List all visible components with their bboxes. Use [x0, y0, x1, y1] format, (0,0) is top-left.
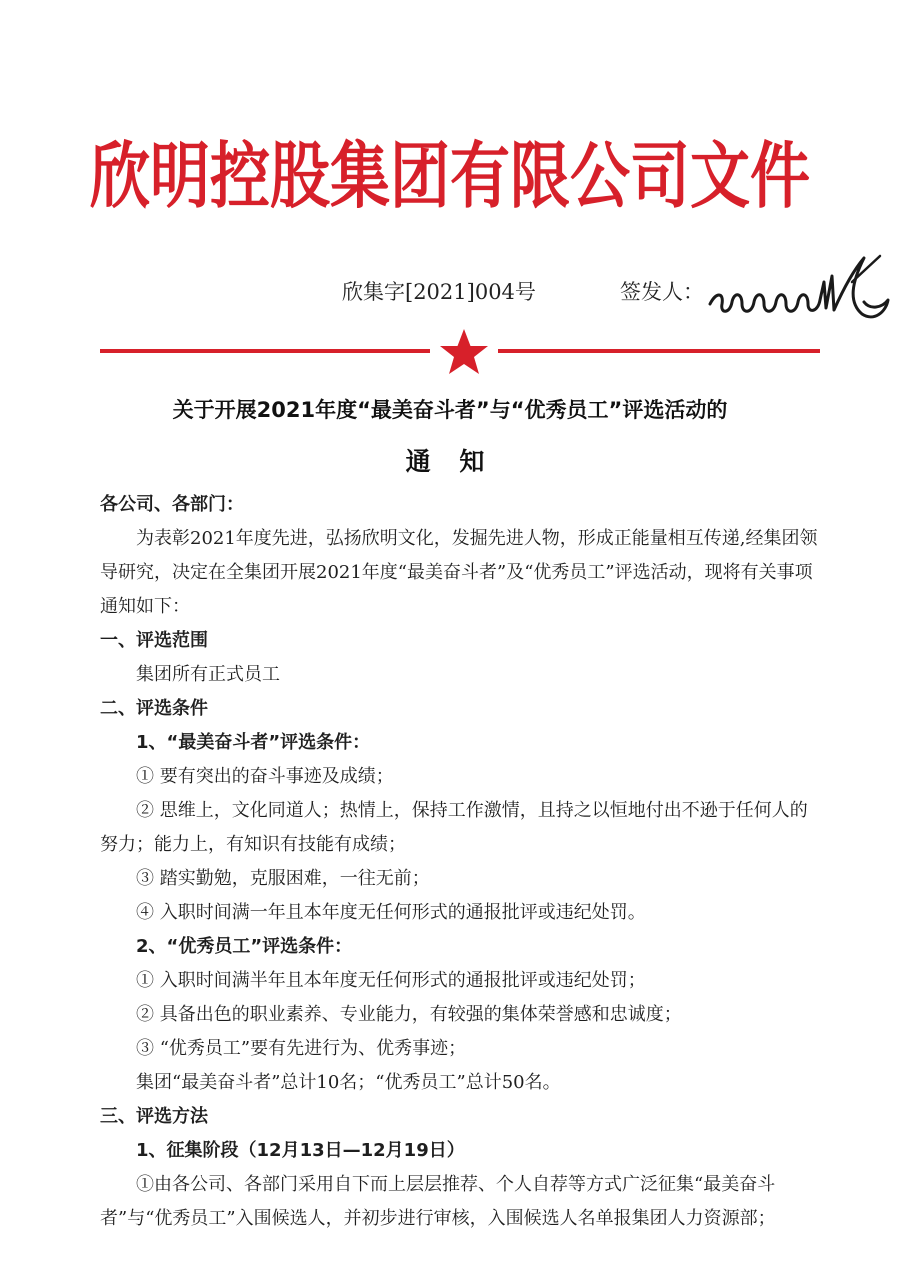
section-heading: 二、评选条件: [100, 698, 208, 719]
list-item: ①由各公司、各部门采用自下而上层层推荐、个人自荐等方式广泛征集“最美奋斗者”与“优秀员工”入围候选人，并初步进行审核，入围候选人名单报集团人力资源部；: [100, 1174, 776, 1229]
quota-text: 集团“最美奋斗者”总计10名；“优秀员工”总计50名。: [136, 1072, 561, 1093]
signer-label: 签发人：: [620, 280, 704, 304]
list-item: ③ 踏实勤勉，克服困难，一往无前；: [136, 868, 430, 889]
red-divider-right: [498, 349, 820, 353]
subsection-heading: 1、“最美奋斗者”评选条件：: [136, 732, 371, 753]
subsection-heading: 2、“优秀员工”评选条件：: [136, 936, 353, 957]
red-star-icon: [437, 327, 491, 377]
red-divider-left: [100, 349, 430, 353]
document-number: 欣集字[2021]004号: [342, 280, 536, 304]
list-item: ② 思维上，文化同道人；热情上，保持工作激情，且持之以恒地付出不逊于任何人的努力；能力上，有知识有技能有成绩；: [100, 800, 808, 855]
list-item: ② 具备出色的职业素养、专业能力，有较强的集体荣誉感和忠诚度；: [136, 1004, 682, 1025]
list-item: ③ “优秀员工”要有先进行为、优秀事迹；: [136, 1038, 467, 1059]
signature-image: [702, 252, 892, 332]
section-heading: 三、评选方法: [100, 1106, 208, 1127]
intro-paragraph: 为表彰2021年度先进，弘扬欣明文化，发掘先进人物，形成正能量相互传递,经集团领导研究，决定在全集团开展2021年度“最美奋斗者”及“优秀员工”评选活动，现将有关事项通知如下：: [100, 528, 818, 617]
notice-title-suffix: 通 知: [405, 447, 495, 476]
notice-body: [100, 488, 824, 1236]
subsection-heading: 1、征集阶段（12月13日—12月19日）: [136, 1140, 465, 1161]
salutation: 各公司、各部门：: [100, 494, 244, 515]
notice-title: 关于开展2021年度“最美奋斗者”与“优秀员工”评选活动的: [172, 398, 728, 422]
section-text: 集团所有正式员工: [136, 664, 280, 685]
list-item: ① 入职时间满半年且本年度无任何形式的通报批评或违纪处罚；: [136, 970, 646, 991]
masthead-title: 欣明控股集团有限公司文件: [90, 135, 810, 219]
list-item: ④ 入职时间满一年且本年度无任何形式的通报批评或违纪处罚。: [136, 902, 646, 923]
list-item: ① 要有突出的奋斗事迹及成绩；: [136, 766, 394, 787]
section-heading: 一、评选范围: [100, 630, 208, 651]
